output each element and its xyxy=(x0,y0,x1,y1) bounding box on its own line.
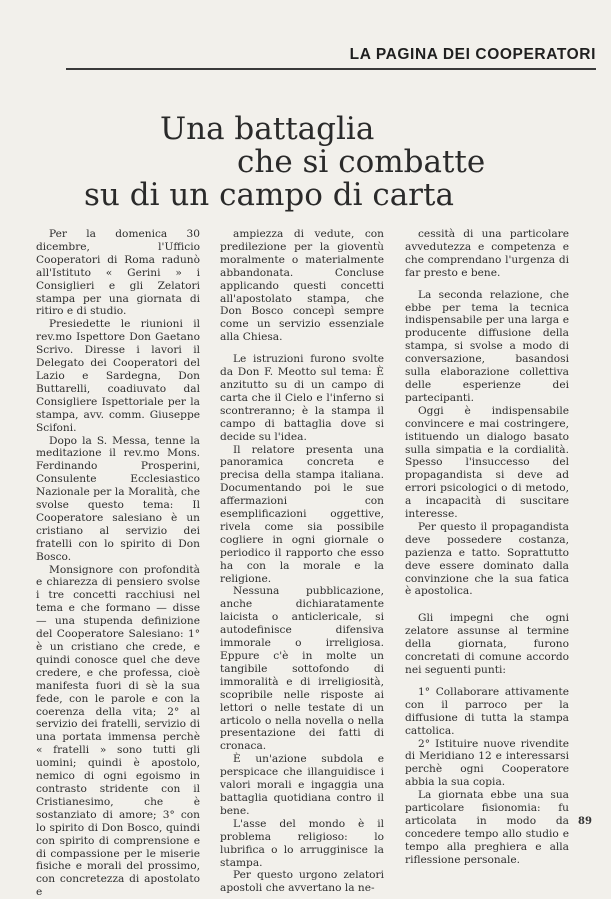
headline-line-2: che si combatte xyxy=(237,144,486,180)
paragraph: cessità di una particolare avvedutezza e competenza e che comprendano l'urgenza di far presto e bene. xyxy=(405,228,569,279)
paragraph: Per questo il propagandista deve possedere costanza, pazienza e tatto. Soprattutto deve essere dominato dalla convinzione che la sua fatica è apostolica. xyxy=(405,520,569,598)
paragraph: La seconda relazione, che ebbe per tema la tecnica indispensabile per una larga e producente diffusione della stampa, si svolse a modo di conversazione, basandosi sulla elaborazione collettiva delle esperienze dei partecipanti. xyxy=(405,288,569,404)
paragraph: ampiezza di vedute, con predilezione per la gioventù moralmente o materialmente abbandonata. Concluse applicando questi concetti all'apostolato stampa, che Don Bosco concepì sempre come un servizio essenziale alla Chiesa. xyxy=(220,228,384,344)
headline-line-3: su di un campo di carta xyxy=(84,177,454,213)
paragraph: Nessuna pubblicazione, anche dichiaratamente laicista o anticlericale, si autodefinisce difensiva immorale o irreligiosa. Eppure c'è in molte un tangibile sottofondo di immoralità e di irreligiosità, scopribile nelle risposte ai lettori o nelle testate di un articolo o nella novella o nella presentazione dei fatti di cronaca. xyxy=(220,585,384,753)
paragraph: È un'azione subdola e perspicace che illanguidisce i valori morali e ingaggia una battaglia quotidiana contro il bene. xyxy=(220,753,384,817)
paragraph: L'asse del mondo è il problema religioso: lo lubrifica o lo arrugginisce la stampa. xyxy=(220,817,384,869)
paragraph: La giornata ebbe una sua particolare fisionomia: fu articolata in modo da concedere tempo allo studio e tempo alla preghiera e alla riflessione personale. xyxy=(405,789,569,866)
paragraph: Oggi è indispensabile convincere e mai costringere, istituendo un dialogo basato sulla simpatia e la cordialità. Spesso l'insuccesso del propagandista si deve ad errori psicologici o di metodo, a incapacità di suscitare interesse. xyxy=(405,404,569,521)
paragraph: Gli impegni che ogni zelatore assunse al termine della giornata, furono concretati di comune accordo nei seguenti punti: xyxy=(405,612,569,676)
paragraph: 2° Istituire nuove rivendite di Meridiano 12 e interessarsi perchè ogni Cooperatore abbia la sua copia. xyxy=(405,737,569,789)
headline-line-1: Una battaglia xyxy=(160,111,375,147)
paragraph: Le istruzioni furono svolte da Don F. Meotto sul tema: È anzitutto su di un campo di carta che il Cielo e l'inferno si scontreranno; è la stampa il campo di battaglia dove si decide su l'idea. xyxy=(220,353,384,443)
paragraph: Per questo urgono zelatori apostoli che avvertano la ne- xyxy=(220,869,384,895)
paragraph: Per la domenica 30 dicembre, l'Ufficio Cooperatori di Roma radunò all'Istituto « Gerini » i Consiglieri e gli Zelatori stampa per una giornata di ritiro e di studio. xyxy=(36,228,200,318)
section-title: LA PAGINA DEI COOPERATORI xyxy=(349,46,596,63)
page-number: 89 xyxy=(578,816,592,827)
paragraph: Monsignore con profondità e chiarezza di pensiero svolse i tre concetti racchiusi nel tema e che formano — disse — una stupenda definizione del Cooperatore Salesiano: 1° è un cristiano che crede, e quindi conosce quel che deve credere, e che professa, cioè manifesta fuori di sè la sua fede, con le parole e con la coerenza della vita; 2° al servizio dei fratelli, servizio di una portata immensa perchè « fratelli » sono tutti gli uomini; quindi è apostolo, nemico di ogni egoismo in contrasto stridente con il Cristianesimo, che è sostanziato di amore; 3° con lo spirito di Don Bosco, quindi con spirito di comprensione e di compassione per le miserie fisiche e morali del prossimo, con concretezza di apostolato e xyxy=(36,563,200,899)
paragraph: Presiedette le riunioni il rev.mo Ispettore Don Gaetano Scrivo. Diresse i lavori il Delegato dei Cooperatori del Lazio e Sardegna, Don Buttarelli, coadiuvato dal Consigliere Ispettoriale per la stampa, avv. comm. Giuseppe Scifoni. xyxy=(36,318,200,434)
paragraph: 1° Collaborare attivamente con il parroco per la diffusione di tutta la stampa cattolica. xyxy=(405,685,569,737)
paragraph: Dopo la S. Messa, tenne la meditazione il rev.mo Mons. Ferdinando Prosperini, Consulente Ecclesiastico Nazionale per la Moralità, che svolse questo tema: Il Cooperatore salesiano è un cristiano al servizio dei fratelli con lo spirito di Don Bosco. xyxy=(36,434,200,563)
paragraph: Il relatore presenta una panoramica concreta e precisa della stampa italiana. Documentando poi le sue affermazioni con esemplificazioni oggettive, rivela come sia possibile cogliere in ogni giornale o periodico il rapporto che esso ha con la morale e la religione. xyxy=(220,443,384,585)
text-column-2 xyxy=(220,228,384,895)
text-column-3 xyxy=(405,228,569,867)
section-header xyxy=(66,44,596,70)
article-headline xyxy=(0,112,611,212)
text-column-1 xyxy=(36,228,200,899)
